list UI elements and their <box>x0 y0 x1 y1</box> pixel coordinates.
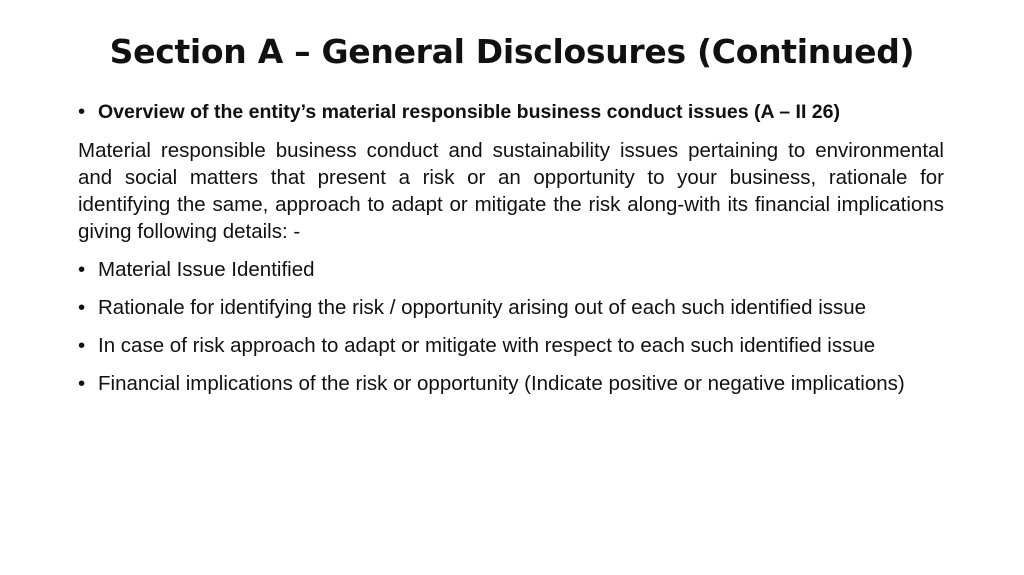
list-item <box>78 294 944 321</box>
bullet-icon: • <box>78 296 86 319</box>
list-item <box>78 370 944 397</box>
bullet-icon: • <box>78 100 86 123</box>
heading-bullet <box>78 98 944 126</box>
list-item-text: Rationale for identifying the risk / opportunity arising out of each such identified issue <box>98 296 867 319</box>
description-paragraph: Material responsible business conduct and sustainability issues pertaining to environmental and social matters that present a risk or an opportunity to your business, rationale for identifying the same, approach to adapt or mitigate the risk along-with its financial implications giving following details: - <box>78 139 944 243</box>
list-item-text: Material Issue Identified <box>98 258 315 281</box>
bullet-icon: • <box>78 334 86 357</box>
bullet-icon: • <box>78 258 86 281</box>
list-item-text: Financial implications of the risk or opportunity (Indicate positive or negative implications) <box>98 372 905 395</box>
list-item <box>78 256 944 283</box>
slide-title: Section A – General Disclosures (Continued) <box>109 32 915 71</box>
list-item-text: In case of risk approach to adapt or mitigate with respect to each such identified issue <box>98 334 876 357</box>
slide-content <box>78 98 944 408</box>
heading-bullet-text: Overview of the entity’s material responsible business conduct issues (A – II 26) <box>98 101 840 123</box>
list-item <box>78 332 944 359</box>
bullet-icon: • <box>78 372 86 395</box>
